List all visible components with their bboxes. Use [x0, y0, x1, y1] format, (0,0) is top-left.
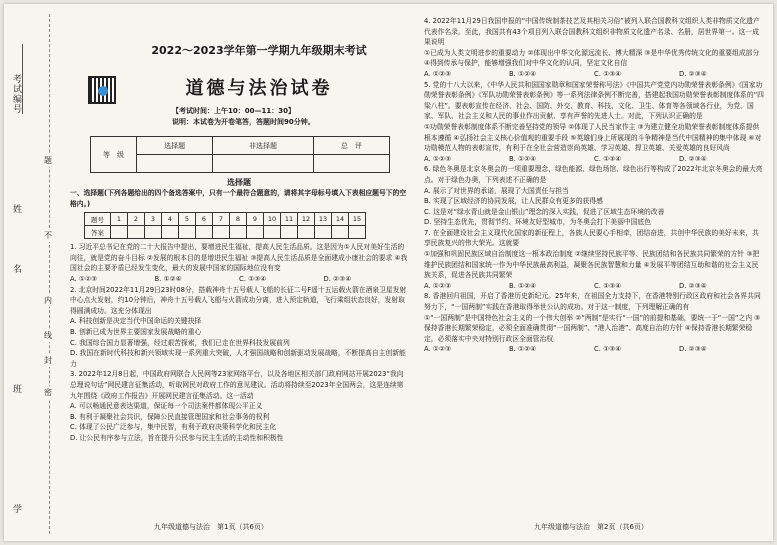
- score-col-choice: 选择题: [137, 137, 213, 155]
- question-text: C. 我国综合国力显著增强，经过艰苦探索，我们已走在世界科技发展前列: [70, 338, 290, 347]
- options-row: [424, 281, 764, 292]
- question-text: 1. 习近平总书记在党的二十大报告中提出，要增进民生福祉，提高人民生活品质。这是因为①人民对美好生活的向往，就是党的奋斗目标 ②发展的根本目的是增进民生福祉 ③提高人民生活品质是全面建成小康社会的要求 ④我国社会的主要矛盾已经发生变化，最大的发展中国家的国际地位没有变: [70, 243, 408, 273]
- binding-margin: [4, 4, 66, 541]
- left-page: [70, 16, 408, 443]
- answer-cell[interactable]: [315, 226, 332, 239]
- right-questions: [424, 16, 764, 355]
- binding-mark-6: 密: [44, 388, 52, 397]
- answer-number: 15: [349, 213, 366, 226]
- score-cell[interactable]: [313, 155, 389, 173]
- answer-number: 10: [264, 213, 281, 226]
- answer-cell[interactable]: [196, 226, 213, 239]
- answer-number: 6: [196, 213, 213, 226]
- option-choice[interactable]: A. ①②③: [424, 154, 452, 163]
- answer-number: 12: [298, 213, 315, 226]
- section-intro: 一、选择题(下列各题给出的四个备选答案中，只有一个最符合题意的，请将其字母标号填入下表相应题号下的空格内。): [70, 189, 407, 208]
- question-text: 5. 党的十八大以来，《中华人民共和国国家勋章和国家荣誉称号法》《中国共产党党内功勋荣誉表彰条例》《国家功勋荣誉表彰条例》《军队功勋荣誉表彰条例》等一系列法律条例不断完善，搭建起我国功勋荣誉表彰制度体系的“四梁八柱”。要表彰宣传在经济、社会、国防、外交、教育、科技、文化、卫生、体育等各领域各行业，为党、国家、军队、社会主义和人民的事业作出贡献、享有声誉的先进人士。对此，下列认识正确的是: [424, 80, 764, 121]
- score-col-total: 总 评: [313, 137, 389, 155]
- exam-title: 2022～2023学年第一学期九年级期末考试: [151, 44, 367, 57]
- options-row: [424, 154, 764, 165]
- option-choice[interactable]: B. ①②④: [509, 69, 537, 78]
- exam-note: 说明：本试卷为开卷笔答，答题时间90分钟。: [172, 118, 315, 126]
- question-text: B. 实现了区域经济的协同发展，让人民群众有更多的获得感: [424, 197, 603, 206]
- answer-number: 3: [145, 213, 162, 226]
- binding-label-exam-no: 考试编号: [11, 74, 21, 114]
- option-choice[interactable]: A. ①②③: [424, 281, 452, 290]
- score-cell[interactable]: [213, 155, 314, 173]
- answer-cell[interactable]: [213, 226, 230, 239]
- exam-sheet: [4, 4, 773, 541]
- answer-cell[interactable]: [230, 226, 247, 239]
- answer-header-label: 题号: [85, 213, 111, 226]
- binding-label-class: 班: [11, 384, 21, 394]
- answer-cell[interactable]: [349, 226, 366, 239]
- question-text: A. 展示了对世界的承诺，展现了大国责任与担当: [424, 186, 569, 195]
- answer-number: 4: [162, 213, 179, 226]
- option-choice[interactable]: D. ②③④: [679, 281, 707, 290]
- option-choice[interactable]: C. ①③④: [594, 281, 622, 290]
- question-text: C. 这是对“绿水青山就是金山银山”理念的深入实践，促进了区域生态环境的改善: [424, 207, 665, 216]
- answer-table: [84, 212, 366, 239]
- answer-cell[interactable]: [111, 226, 128, 239]
- question-text: 7. 在全面建设社会主义现代化国家的新征程上，各族人民要心手相牵，团结奋进，共创中华民族的美好未来，共享民族复兴的伟大荣光。这就要: [424, 228, 759, 248]
- question-text: A. 可以畅通民意表达渠道，保证每一个司法案件都体现公平正义: [70, 402, 263, 411]
- answer-number: 2: [128, 213, 145, 226]
- answer-number: 7: [213, 213, 230, 226]
- question-text: ①功勋荣誉表彰制度体系不断完善坚持党的领导 ②体现了人民当家作主 ③为建立健全功勋荣誉表彰制度体系提供根本遵循 ④弘扬社会主义核心价值观的重要手段 ⑤英雄们身上所展现的斗争精神是当代中国精神的集中体现 ⑥对功勋模范人物的表彰宣传，有利于在全社会营造崇尚英雄、学习英雄、捍卫英雄、关爱英雄的良好风尚: [424, 122, 762, 153]
- answer-cell[interactable]: [162, 226, 179, 239]
- answer-number: 11: [281, 213, 298, 226]
- option-choice[interactable]: D. ②③④: [679, 69, 707, 78]
- score-table: [90, 136, 390, 173]
- options-row: [424, 69, 764, 80]
- right-page: [424, 16, 764, 355]
- answer-number: 9: [247, 213, 264, 226]
- options-row: [424, 344, 764, 355]
- answer-cell[interactable]: [145, 226, 162, 239]
- option-choice[interactable]: C. ①③④: [239, 274, 267, 283]
- question-text: ①加强和巩固民族区域自治制度这一根本政治制度 ②继续坚持民族平等、民族团结和各民族共同繁荣的方针 ③把维护民族团结和国家统一作为中华民族最高利益，凝聚各民族智慧和力量 ④发展平等团结互助和谐的社会主义民族关系，促进各民族共同繁荣: [424, 250, 760, 280]
- binding-mark-1: 题: [44, 156, 52, 165]
- question-text: 2. 北京时间2022年11月29日23时08分，搭载神舟十五号载人飞船的长征二号F遥十五运载火箭在酒泉卫星发射中心点火发射，约10分钟后，神舟十五号载人飞船与火箭成功分离，进入预定轨道，飞行乘组状态良好，发射取得圆满成功。这充分体现出: [70, 285, 407, 315]
- option-choice[interactable]: D. ②③④: [679, 345, 707, 354]
- binding-label-ming: 名: [11, 264, 21, 274]
- answer-number: 5: [179, 213, 196, 226]
- option-choice[interactable]: C. ①③④: [594, 154, 622, 163]
- option-choice[interactable]: A. ①②③: [424, 345, 452, 354]
- binding-label-xing: 姓: [11, 204, 21, 214]
- question-text: 4. 2022年11月29日我国申报的“中国传统制茶技艺及其相关习俗”被列入联合国教科文组织人类非物质文化遗产代表作名录。至此，我国共有43个项目列入联合国教科文组织非物质文化遗产名录、名册，居世界第一。这一成果说明: [424, 17, 760, 47]
- option-choice[interactable]: D. ②③④: [323, 274, 352, 283]
- binding-label-school: 学: [11, 504, 21, 514]
- score-cell[interactable]: [137, 155, 213, 173]
- question-text: ①“一国两制”是中国特色社会主义的一个伟大创举 ②“两制”是实行“一国”的前提和基础，要统一于“一国”之内 ③保持香港长期繁荣稳定，必须全面准确贯彻“一国两制”、“港人治港”、高度自治的方针 ④保持香港长期繁荣稳定，必须落实中央对特别行政区全面管治权: [424, 313, 761, 343]
- score-col-nonchoice: 非选择题: [213, 137, 314, 155]
- answer-cell[interactable]: [128, 226, 145, 239]
- subject-title: 道德与法治试卷: [185, 78, 333, 99]
- answer-number: 14: [332, 213, 349, 226]
- option-choice[interactable]: C. ①③④: [594, 345, 622, 354]
- option-choice[interactable]: B. ①②④: [154, 274, 182, 283]
- footer-page-1: 九年级道德与法治 第1页（共6页）: [154, 523, 268, 531]
- question-text: ①已成为人类文明进步的重要动力 ②体现出中华文化源远流长、博大精深 ③是中华优秀传统文化的重要组成部分 ④得到传承与保护，能够增强我们对中华文化的认同，坚定文化自信: [424, 48, 760, 68]
- answer-number: 8: [230, 213, 247, 226]
- option-choice[interactable]: B. ①②④: [509, 281, 537, 290]
- binding-mark-5: 封: [44, 356, 52, 365]
- question-text: 6. 绿色冬奥是北京冬奥会的一项重要理念，绿色能源、绿色场馆、绿色出行等构成了2022年北京冬奥会的最大亮点。对于绿色办奥，下列表述不正确的是: [424, 165, 763, 184]
- options-row: [70, 274, 408, 285]
- option-choice[interactable]: B. ①②④: [509, 345, 537, 354]
- answer-cell[interactable]: [281, 226, 298, 239]
- footer-page-2: 九年级道德与法治 第2页（共6页）: [534, 523, 648, 531]
- binding-mark-3: 内: [44, 296, 52, 305]
- question-text: C. 体现了公民广泛参与，集中民智，有利于政府决策科学化和民主化: [70, 423, 277, 432]
- option-choice[interactable]: A. ①②③: [424, 69, 452, 78]
- answer-cell[interactable]: [264, 226, 281, 239]
- question-text: D. 我国在新时代科技和新兴领域实现一系列重大突破，人才强国战略和创新驱动发展战略，不断提高自主创新能力: [70, 349, 406, 368]
- answer-row-label: 答案: [85, 226, 111, 239]
- option-choice[interactable]: A. ①②③: [70, 274, 98, 283]
- question-text: A. 科技创新是决定当代中国命运的关键抉择: [70, 317, 202, 326]
- question-text: B. 创新已成为世界主要国家发展战略的重心: [70, 327, 202, 336]
- answer-cell[interactable]: [332, 226, 349, 239]
- answer-number: 13: [315, 213, 332, 226]
- binding-mark-4: 线: [44, 331, 52, 340]
- question-text: B. 有利于凝聚社会共识，保障公民直接管理国家和社会事务的权利: [70, 412, 270, 421]
- answer-cell[interactable]: [179, 226, 196, 239]
- qr-code-icon: [88, 76, 116, 104]
- answer-cell[interactable]: [247, 226, 264, 239]
- exam-info: [172, 106, 408, 128]
- section-title: 选择题: [227, 178, 251, 187]
- option-choice[interactable]: C. ①③④: [594, 69, 622, 78]
- question-text: 3. 2022年12月8日起，中国政府网联合人民网等23家网络平台，以及各地区相关部门政府网站开展2023“我向总理说句话”网民建言征集活动，听取网民对政府工作的意见建议。活动将持续至2023年全国两会，这是连续第九年围绕《政府工作报告》开展网民建言征集活动。这一活动: [70, 370, 404, 400]
- question-text: 8. 香港回归祖国，开启了香港历史新纪元。25年来，在祖国全力支持下，在香港特别行政区政府和社会各界共同努力下，“一国两制”实践在香港取得举世公认的成功。对于这一制度，下列理解正确的有: [424, 292, 761, 312]
- question-text: D. 让公民有序参与立法，旨在提升公民参与民主生活的主动性和积极性: [70, 433, 284, 442]
- exam-time: 【考试时间：上午10：00—11：30】: [172, 107, 295, 115]
- question-text: D. 坚持生态优先，贯彻节约、环境友好型城市，为冬奥会打下美丽中国底色: [424, 218, 652, 227]
- answer-cell[interactable]: [298, 226, 315, 239]
- answer-number: 1: [111, 213, 128, 226]
- binding-mark-2: 不: [44, 231, 52, 240]
- option-choice[interactable]: D. ②③④: [679, 154, 707, 163]
- left-questions: [70, 242, 408, 443]
- cut-line: [49, 14, 50, 534]
- score-row-label: 等 级: [91, 137, 137, 173]
- option-choice[interactable]: B. ①②④: [509, 154, 537, 163]
